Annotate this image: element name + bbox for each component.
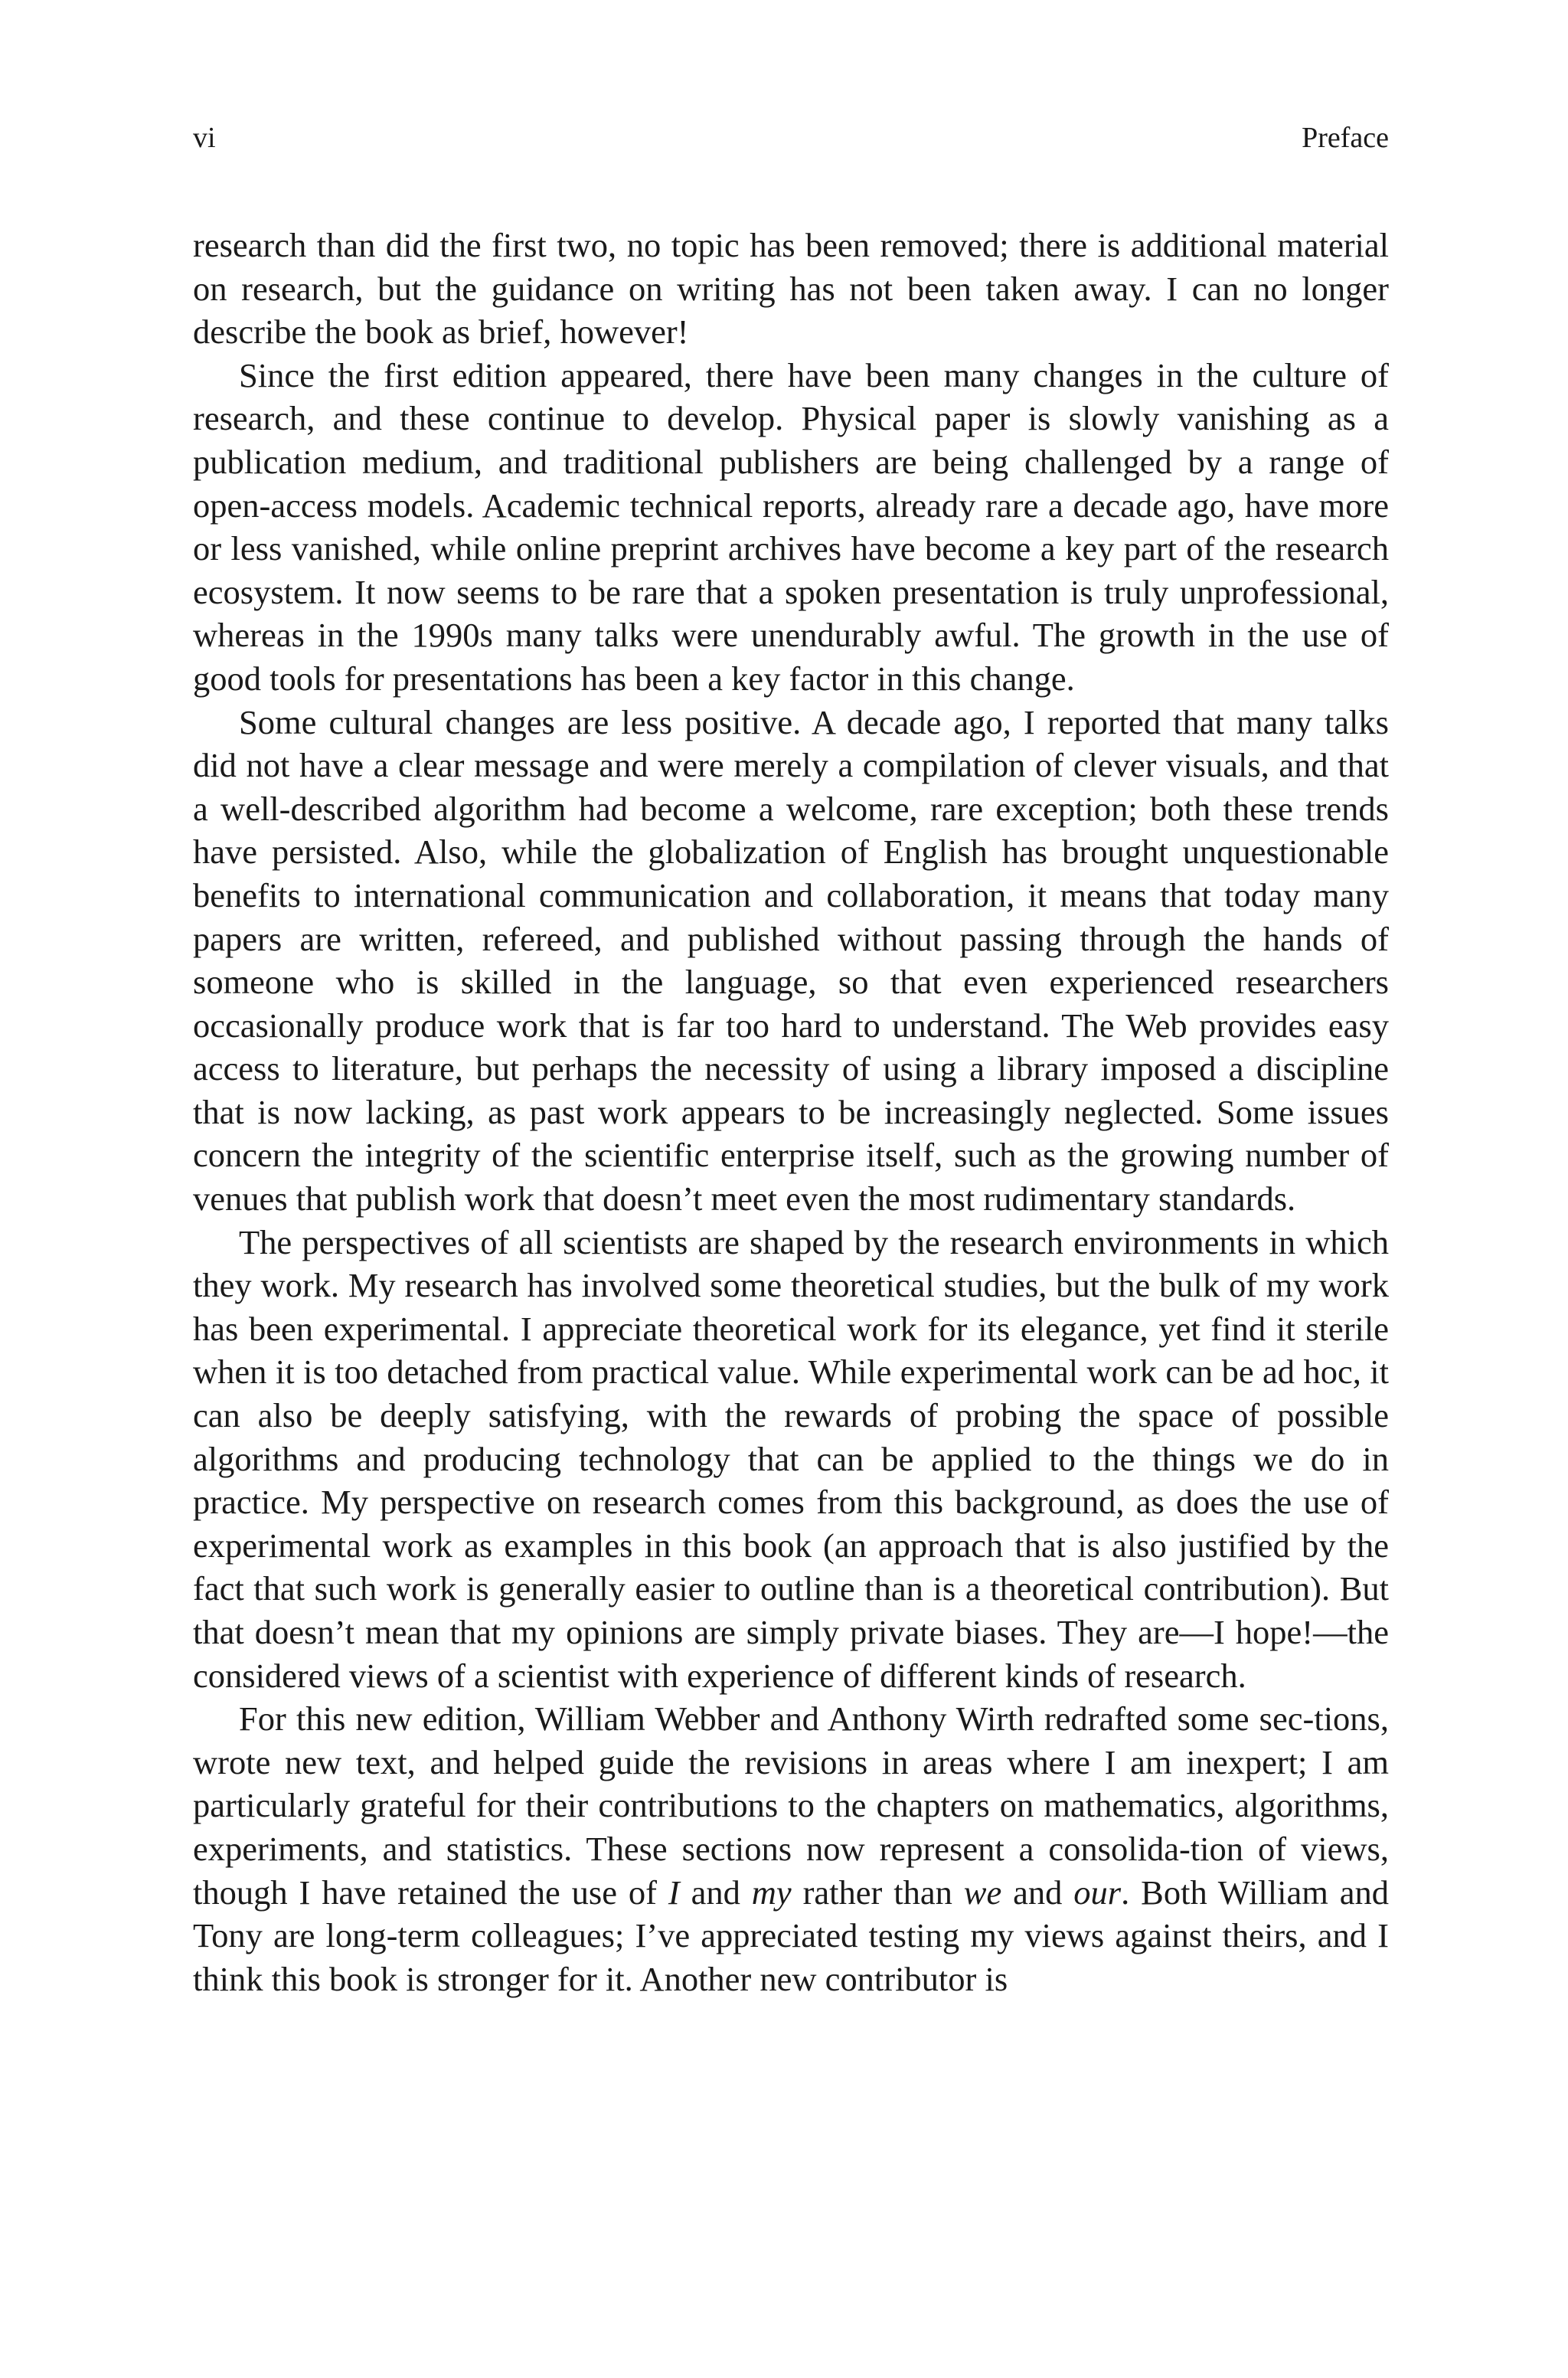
running-head-title: Preface	[1302, 122, 1389, 154]
paragraph-3	[193, 701, 1389, 1221]
running-head	[193, 115, 1389, 161]
text-run: rather than	[791, 1873, 964, 1912]
paragraph-5	[193, 1697, 1389, 2000]
body-text	[193, 224, 1389, 2000]
text-run: . Both William and Tony are long-term colleagues; I’ve appreciated testing my views against theirs, and I think this book is stronger for it. Another new contributor is	[193, 1873, 1389, 1998]
italic-word: my	[751, 1873, 792, 1912]
text-run: For this new edition, William Webber and Anthony Wirth redrafted some sec-tions, wrote new text, and helped guide the revisions in areas where I am inexpert; I am particularly grateful for their contributions to the chapters on mathematics, algorithms, experiments, and statistics. These sections now represent a consolida-tion of views, though I have retained the use of	[193, 1699, 1389, 1912]
text-run: and	[679, 1873, 752, 1912]
italic-word: we	[963, 1873, 1002, 1912]
page-number: vi	[193, 122, 216, 154]
text-run: The perspectives of all scientists are shaped by the research environments in which they work. My research has involved some theoretical studies, but the bulk of my work has been experimental. I appreciate theoretical work for its elegance, yet find it sterile when it is too detached from practical value. While experimental work can be ad hoc, it can also be deeply satisfying, with the rewards of probing the space of possible algorithms and producing technology that can be applied to the things we do in practice. My perspective on research comes from this background, as does the use of experimental work as examples in this book (an approach that is also justified by the fact that such work is generally easier to outline than is a theoretical contribution). But that doesn’t mean that my opinions are simply private biases. They are—I hope!—the considered views of a scientist with experience of different kinds of research.	[193, 1222, 1389, 1695]
italic-word: I	[668, 1873, 680, 1912]
text-run: Some cultural changes are less positive. A decade ago, I reported that many talks did not have a clear message and were merely a compilation of clever visuals, and that a well-described algorithm had become a welcome, rare exception; both these trends have persisted. Also, while the globalization of English has brought unquestionable benefits to international communication and collaboration, it means that today many papers are written, refereed, and published without passing through the hands of someone who is skilled in the language, so that even experienced researchers occasionally produce work that is far too hard to understand. The Web provides easy access to literature, but perhaps the necessity of using a library imposed a discipline that is now lacking, as past work appears to be increasingly neglected. Some issues concern the integrity of the scientific enterprise itself, such as the growing number of venues that publish work that doesn’t meet even the most rudimentary standards.	[193, 702, 1389, 1218]
text-run: Since the first edition appeared, there have been many changes in the culture of research, and these continue to develop. Physical paper is slowly vanishing as a publication medium, and traditional publishers are being challenged by a range of open-access models. Academic technical reports, already rare a decade ago, have more or less vanished, while online preprint archives have become a key part of the research ecosystem. It now seems to be rare that a spoken presentation is truly unprofessional, whereas in the 1990s many talks were unendurably awful. The growth in the use of good tools for presentations has been a key factor in this change.	[193, 355, 1389, 698]
paragraph-1	[193, 224, 1389, 354]
italic-word: our	[1073, 1873, 1122, 1912]
paragraph-4	[193, 1221, 1389, 1698]
text-run: research than did the first two, no topic has been removed; there is additional material on research, but the guidance on writing has not been taken away. I can no longer describe the book as brief, however!	[193, 226, 1389, 352]
text-run: and	[1001, 1873, 1074, 1912]
book-page	[193, 115, 1389, 2000]
paragraph-2	[193, 354, 1389, 701]
